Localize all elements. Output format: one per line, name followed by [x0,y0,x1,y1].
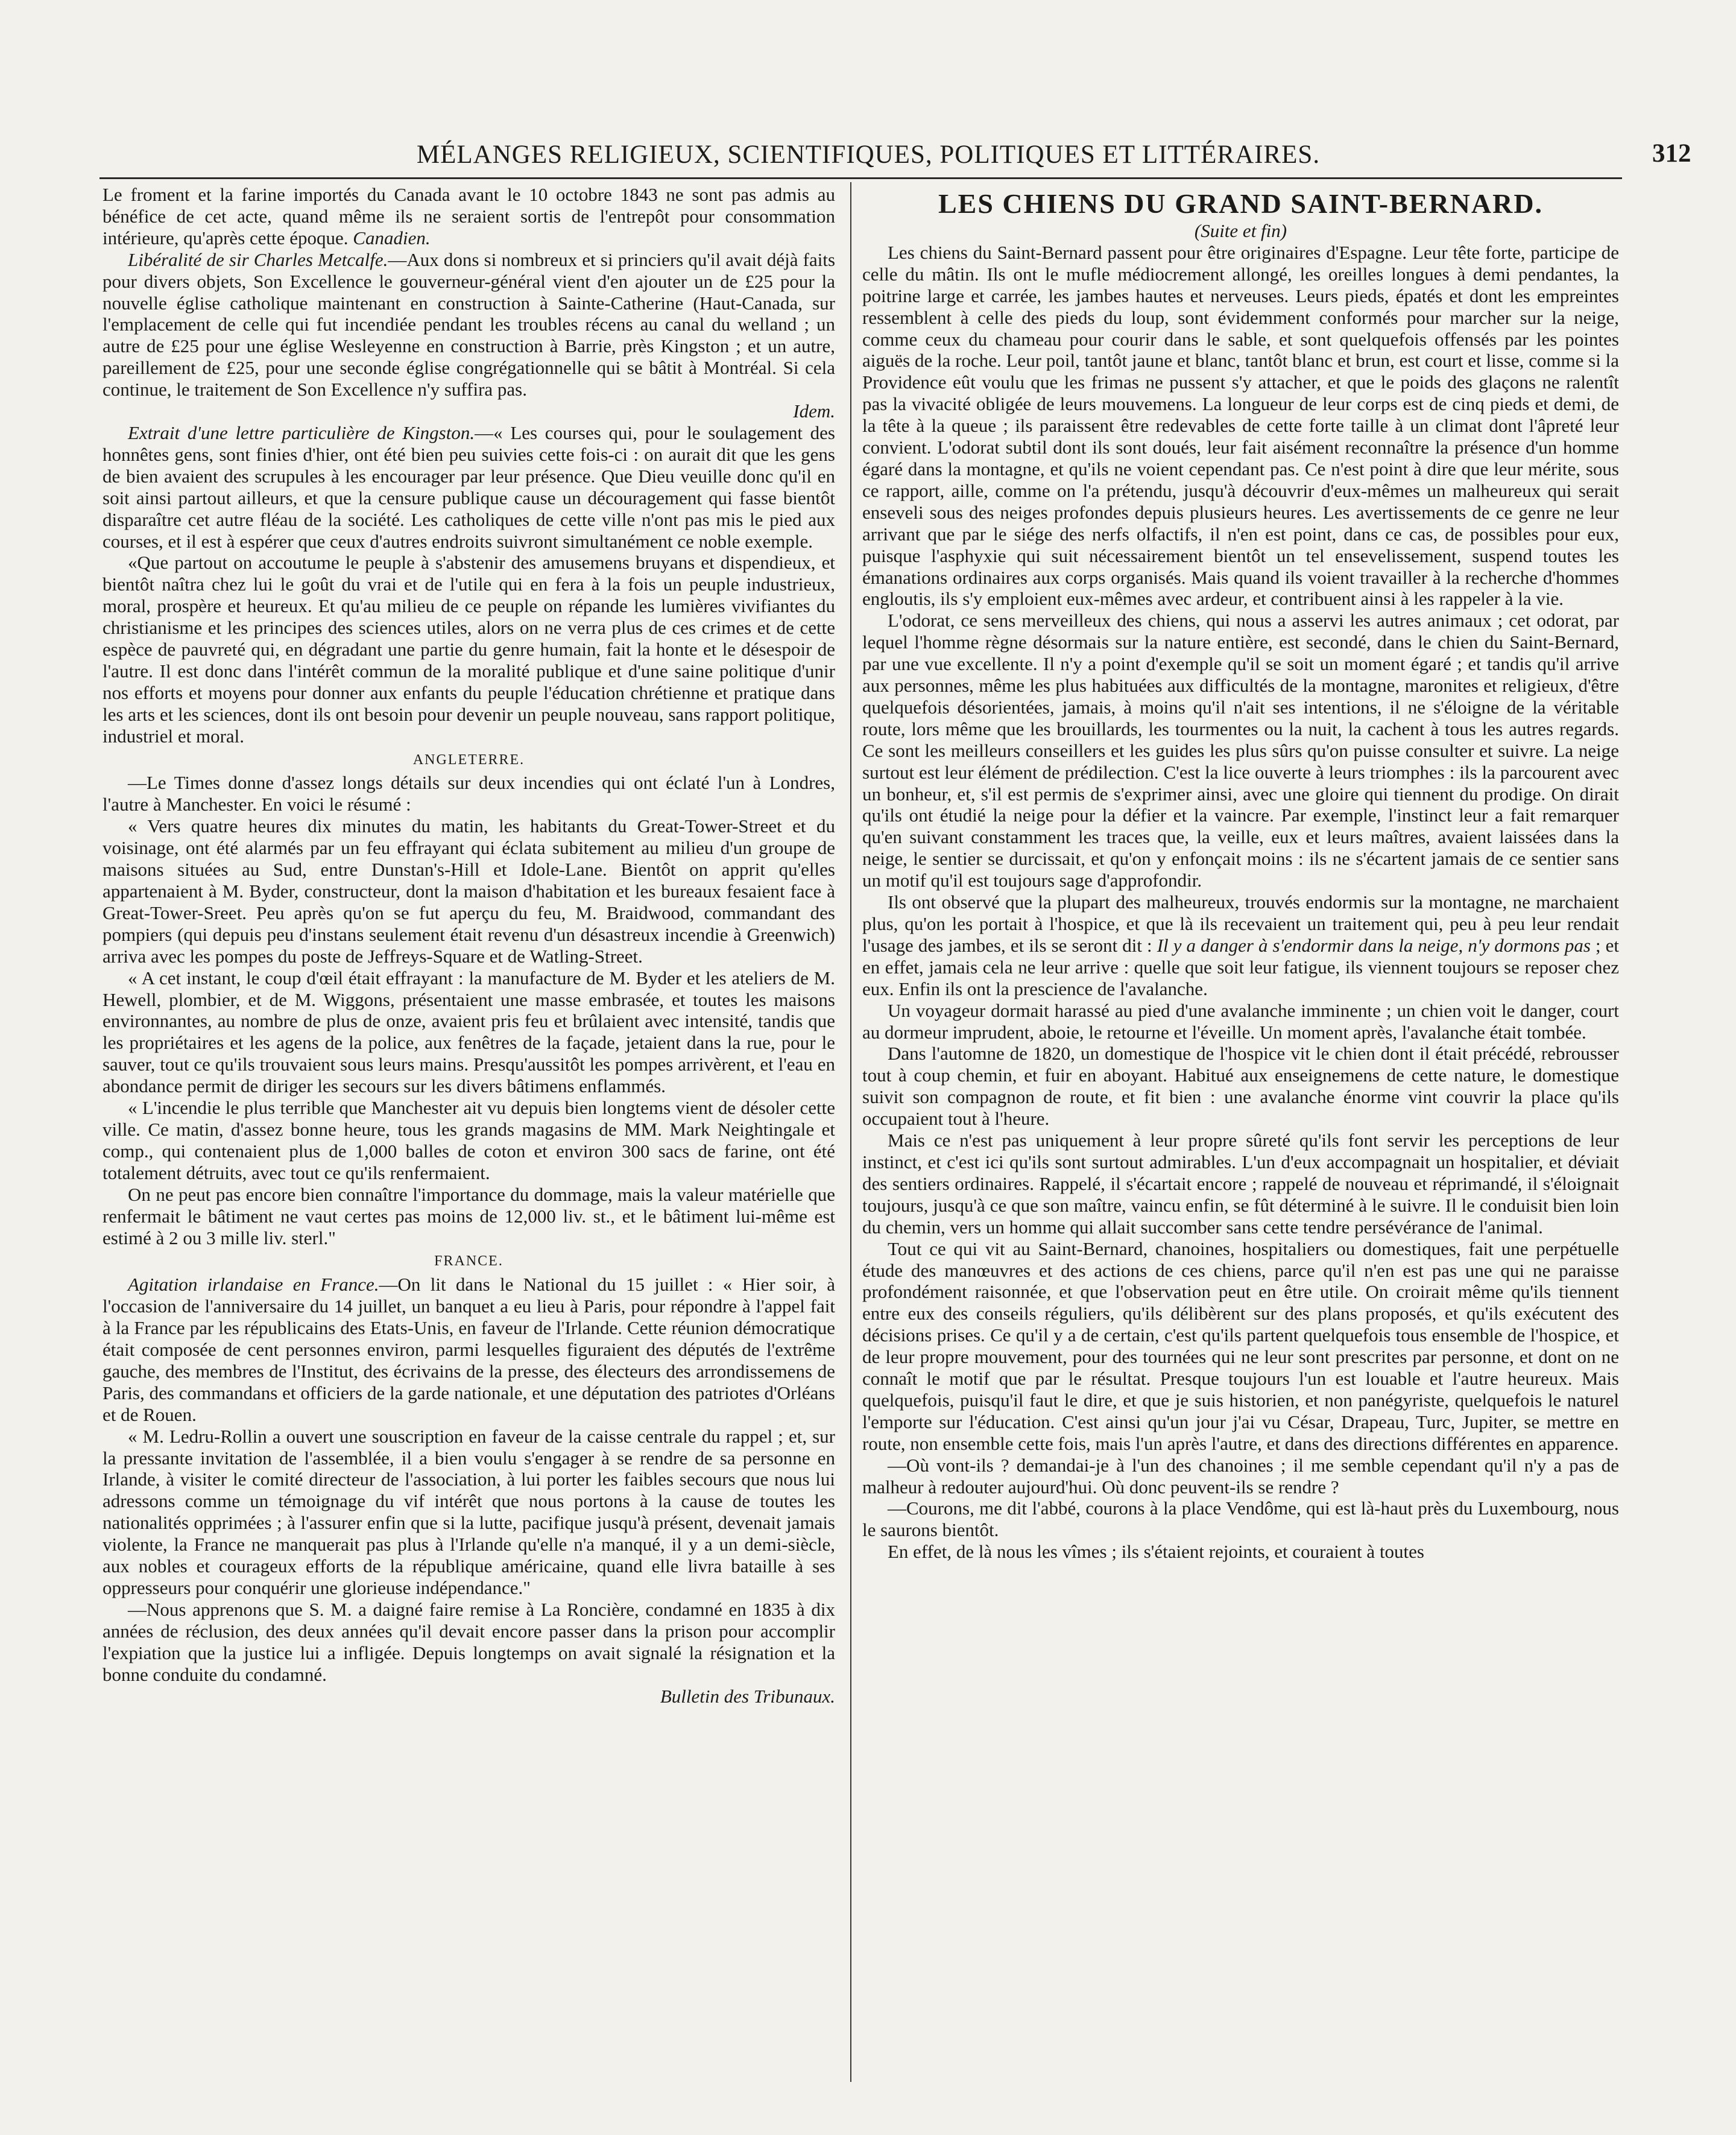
paragraph: « A cet instant, le coup d'œil était effrayant : la manufacture de M. Byder et les ateliers de M. Hewell, plombier, et de M. Wiggons, présentaient une masse embrasée, et toutes les maisons environnantes, au nombre de plus de onze, avaient pris feu et brûlaient avec intensité, tandis que les propriétaires et les agens de la police, aux fenêtres de la façade, jetaient dans la rue, pour le sauver, tout ce qu'ils trouvaient sous leurs mains. Presqu'aussitôt les pompes arrivèrent, et l'eau en abondance permit de diriger les secours sur les divers bâtimens enflammés. [103,967,835,1097]
right-column [862,184,1619,1563]
paragraph: Les chiens du Saint-Bernard passent pour être originaires d'Espagne. Leur tête forte, participe de celle du mâtin. Ils ont le mufle médiocrement allongé, les oreilles longues à demi pendantes, la poitrine large et carrée, les jambes hautes et nerveuses. Leurs pieds, épatés et dont les empreintes ressemblent à celle des pieds du loup, sont évidemment conformés pour marcher sur la neige, comme ceux du chameau pour courir dans le sable, et sont quelquefois offensés par les pointes aiguës de la roche. Leur poil, tantôt jaune et blanc, tantôt blanc et brun, est court et lisse, comme si la Providence eût voulu que les frimas ne pussent s'y attacher, et que le poids des glaçons ne ralentît pas la vivacité obligée de leurs mouvemens. La longueur de leur corps est de cinq pieds et demi, de la tête à la queue ; ils paraissent être redevables de cette forte taille à un climat dont l'âpreté leur convient. L'odorat subtil dont ils sont doués, leur fait aisément reconnaître la présence d'un homme égaré dans la montagne, et qu'ils ne voient cependant pas. Ce n'est point à dire que leur mérite, sous ce rapport, aille, comme on l'a prétendu, jusqu'à découvrir d'eux-mêmes un malheureux qui serait enseveli sous des neiges profondes depuis plusieurs heures. Les avertissements de ce genre ne leur arrivant que par le siége des nerfs olfactifs, il n'en est point, dans ce cas, de possibles pour eux, puisque l'asphyxie qui suit nécessairement bientôt un tel ensevelissement, suspend toutes les émanations ordinaires aux corps organisés. Mais quand ils voient travailler à la recherche d'hommes engloutis, ils s'y emploient eux-mêmes avec ardeur, et contribuent ainsi à les rappeler à la vie. [862,241,1619,610]
paragraph: « Vers quatre heures dix minutes du matin, les habitants du Great-Tower-Street et du voisinage, ont été alarmés par un feu effrayant qui éclata subitement au milieu d'un groupe de maisons situées au Sud, entre Dunstan's-Hill et Idole-Lane. Bientôt on apprit qu'elles appartenaient à M. Byder, constructeur, dont la maison d'habitation et les bureaux fesaient face à Great-Tower-Sreet. Peu après qu'on se fut aperçu du feu, M. Braidwood, commandant des pompiers (qui depuis peu d'instans seulement était revenu d'un désastreux incendie à Greenwich) arriva avec les pompes du poste de Jeffreys-Square et de Watling-Street. [103,815,835,967]
section-heading: FRANCE. [434,1253,503,1270]
paragraph: Extrait d'une lettre particulière de Kingston.—« Les courses qui, pour le soulagement des honnêtes gens, sont finies d'hier, ont été bien peu suivies cette fois-ci : on aurait dit que les gens de bien avaient des scrupules à les encourager par leur présence. Que Dieu veuille donc qu'il en soit ainsi partout ailleurs, et que la censure publique cause un découragement qui fasse bientôt disparaître cet autre fléau de la société. Les catholiques de cette ville n'ont pas mis le pied aux courses, et il est à espérer que ceux d'autres endroits suivront simultanément ce noble exemple. [103,422,835,552]
paragraph: Dans l'automne de 1820, un domestique de l'hospice vit le chien dont il était précédé, rebrousser tout à coup chemin, et fuir en aboyant. Habitué aux enseignemens de cette nature, le domestique suivit son compagnon de route, et fit bien : une avalanche énorme vint couvrir la place qu'ils occupaient tout à l'heure. [862,1043,1619,1130]
page-number: 312 [1652,139,1691,168]
column-divider [850,182,851,2082]
paragraph: Un voyageur dormait harassé au pied d'une avalanche imminente ; un chien voit le danger, court au dormeur imprudent, aboie, le retourne et l'éveille. Un moment après, l'avalanche était tombée. [862,999,1619,1043]
paragraph: Ils ont observé que la plupart des malheureux, trouvés endormis sur la montagne, ne marchaient plus, qu'on les portait à l'hospice, et que là ils recevaient un traitement qui, peu à peu leur rendait l'usage des jambes, et ils se seront dit : Il y a danger à s'endormir dans la neige, n'y dormons pas ; et en effet, jamais cela ne leur arrive : quelle que soit leur fatigue, ils viennent toujours se reposer chez eux. Enfin ils ont la prescience de l'avalanche. [862,891,1620,999]
paragraph: « L'incendie le plus terrible que Manchester ait vu depuis bien longtems vient de désoler cette ville. Ce matin, d'assez bonne heure, tous les grands magasins de MM. Mark Neightingale et comp., qui contenaient plus de 1,000 balles de coton et environ 300 sacs de farine, ont été totalement détruits, avec tout ce qu'ils renfermaient. [103,1097,835,1183]
paragraph: On ne peut pas encore bien connaître l'importance du dommage, mais la valeur matérielle que renfermait le bâtiment ne vaut certes pas moins de 12,000 liv. st., et le bâtiment lui-même est estimé à 2 ou 3 mille liv. sterl." [103,1183,835,1248]
paragraph: Agitation irlandaise en France.—On lit dans le National du 15 juillet : « Hier soir, à l'occasion de l'anniversaire du 14 juillet, un banquet a eu lieu à Paris, pour répondre à l'appel fait à la France par les républicains des Etats-Unis, en faveur de l'Irlande. Cette réunion démocratique était composée de cent personnes environ, parmi lesquelles figuraient des députés de l'extrême gauche, des membres de l'Institut, des écrivains de la presse, des électeurs des arrondissemens de Paris, des commandans et officiers de la garde nationale, et une députation des patriotes d'Orléans et de Rouen. [103,1274,836,1425]
paragraph: —Le Times donne d'assez longs détails sur deux incendies qui ont éclaté l'un à Londres, l'autre à Manchester. En voici le résumé : [103,772,835,815]
paragraph: Mais ce n'est pas uniquement à leur propre sûreté qu'ils font servir les perceptions de leur instinct, et c'est ici qu'ils sont surtout admirables. L'un d'eux accompagnait un hospitalier, et déviait des sentiers ordinaires. Rappelé, il s'écartait encore ; rappelé de nouveau et réprimandé, il s'éloignait toujours, jusqu'à ce que son maître, vaincu enfin, se fût déterminé à le suivre. Il le conduisit bien loin du chemin, vers un homme qui allait succomber sans cette tendre persévérance de l'animal. [862,1130,1619,1238]
paragraph: —Nous apprenons que S. M. a daigné faire remise à La Roncière, condamné en 1835 à dix années de réclusion, des deux années qu'il devait encore passer dans la prison pour accomplir l'expiation que la justice lui a infligée. Depuis longtemps on avait signalé la résignation et la bonne conduite du condamné. [103,1598,835,1685]
signature: Idem. [793,400,835,422]
paragraph: L'odorat, ce sens merveilleux des chiens, qui nous a asservi les autres animaux ; cet odorat, par lequel l'homme règne désormais sur la nature entière, est secondé, dans le chien du Saint-Bernard, par une vue excellente. Il n'y a point d'exemple qu'il se soit un moment égaré ; et tandis qu'il arrive aux personnes, même les plus habituées aux difficultés de la montagne, maronites et religieux, d'être quelquefois désorientées, jamais, à moins qu'il n'ait ses intentions, il ne s'éloigne de la véritable route, lors même que les brouillards, les tourmentes ou la nuit, la cachent à tous les autres regards. Ce sont les meilleurs conseillers et les guides les plus sûrs qu'on puisse consulter et suivre. La neige surtout est leur élément de prédilection. C'est la lice ouverte à leurs triomphes : ils la parcourent avec un bonheur, et, s'il est permis de s'exprimer ainsi, avec une gloire qui tiennent du prodige. On dirait qu'ils ont étudié la neige pour la défier et la vaincre. Par exemple, l'instinct leur a fait remarquer qu'en suivant constamment les traces que, la veille, eux et leurs maîtres, avaient laissées dans la neige, le sentier se durcissait, et qu'on y enfonçait moins : ils ne s'écartent jamais de ce sentier sans un motif qu'il est toujours sage d'approfondir. [862,610,1619,891]
paragraph: Le froment et la farine importés du Canada avant le 10 octobre 1843 ne sont pas admis au bénéfice de cet acte, quand même ils ne seraient sortis de l'entrepôt pour consommation intérieure, qu'après cette époque. Canadien. [103,184,835,248]
section-heading: ANGLETERRE. [412,751,525,768]
paragraph: « M. Ledru-Rollin a ouvert une souscription en faveur de la caisse centrale du rappel ; et, sur la pressante invitation de l'assemblée, il a bien voulu s'engager à se rendre de sa personne en Irlande, à visiter le comité directeur de l'association, à lui porter les faibles secours que nous lui adressons comme un témoignage du vif intérêt que nous portons à la cause de toutes les nationalités opprimées ; à l'assurer enfin que si la lutte, pacifique jusqu'à présent, devenait jamais violente, la France ne manquerait pas plus à l'Irlande qu'elle n'a manqué, il y a un demi-siècle, aux nobles et courageux efforts de la république américaine, quand elle livra bataille à ses oppresseurs pour conquérir une glorieuse indépendance." [103,1425,835,1598]
article-title: LES CHIENS DU GRAND SAINT-BERNARD. [938,188,1544,219]
article-subtitle: (Suite et fin) [1194,220,1287,241]
paragraph: Libéralité de sir Charles Metcalfe.—Aux dons si nombreux et si princiers qu'il avait déjà faits pour divers objets, Son Excellence le gouverneur-général vient d'en ajouter un de £25 pour la nouvelle église catholique maintenant en construction à Sainte-Catherine (Haut-Canada, sur l'emplacement de celle qui fut incendiée pendant les troubles récens au canal du welland ; un autre de £25 pour une église Wesleyenne en construction à Barrie, près Kingston ; et un autre, pareillement de £25, pour une seconde église congrégationnelle qui se bâtit à Montréal. Si cela continue, le traitement de Son Excellence n'y suffira pas. [103,248,836,400]
header-rule [99,177,1622,179]
signature: Bulletin des Tribunaux. [660,1685,835,1707]
running-head: MÉLANGES RELIGIEUX, SCIENTIFIQUES, POLITIQUES ET LITTÉRAIRES. [416,141,1321,169]
left-column [103,184,835,1707]
paragraph: «Que partout on accoutume le peuple à s'abstenir des amusemens bruyans et dispendieux, et bientôt naîtra chez lui le goût du vrai et de l'utile qui en fera à la fois un peuple industrieux, moral, prospère et heureux. Et qu'au milieu de ce peuple on répande les lumières vivifiantes du christianisme et les principes des sciences utiles, alors on ne verra plus de ces crimes et de cette espèce de pauvreté qui, en dégradant une partie du genre humain, fait la honte et le désespoir de l'autre. Il est donc dans l'intérêt commun de la moralité publique et d'une saine politique d'unir nos efforts et moyens pour donner aux enfants du peuple l'éducation chrétienne et pratique dans les arts et les sciences, dont ils ont besoin pour devenir un peuple nouveau, sans rapport politique, industriel et moral. [103,552,835,747]
paragraph: —Où vont-ils ? demandai-je à l'un des chanoines ; il me semble cependant qu'il n'y a pas de malheur à redouter aujourd'hui. Où donc peuvent-ils se rendre ? [862,1454,1619,1498]
paragraph: Tout ce qui vit au Saint-Bernard, chanoines, hospitaliers ou domestiques, fait une perpétuelle étude des manœuvres et des actions de ces chiens, parce qu'il n'en est pas une qui ne paraisse profondément raisonnée, et que l'observation peut en être utile. On croirait même qu'ils tiennent entre eux des conseils réguliers, qu'ils délibèrent sur des plans proposés, et qu'ils exécutent des décisions prises. Ce qu'il y a de certain, c'est qu'ils partent quelquefois tous ensemble de l'hospice, et de leur propre mouvement, pour des tournées qui ne leur sont prescrites par personne, et dont on ne connaît le motif que par le résultat. Presque toujours l'un est louable et l'autre heureux. Mais quelquefois, puisqu'il faut le dire, et que je suis historien, et non panégyriste, quelquefois le naturel l'emporte sur l'éducation. C'est ainsi qu'un jour j'ai vu César, Drapeau, Turc, Jupiter, se mettre en route, non ensemble cette fois, mais l'un après l'autre, et dans des directions différentes en apparence. [862,1238,1619,1454]
paragraph: En effet, de là nous les vîmes ; ils s'étaient rejoints, et couraient à toutes [888,1541,1424,1563]
paragraph: —Courons, me dit l'abbé, courons à la place Vendôme, qui est là-haut près du Luxembourg, nous le saurons bientôt. [862,1498,1619,1541]
